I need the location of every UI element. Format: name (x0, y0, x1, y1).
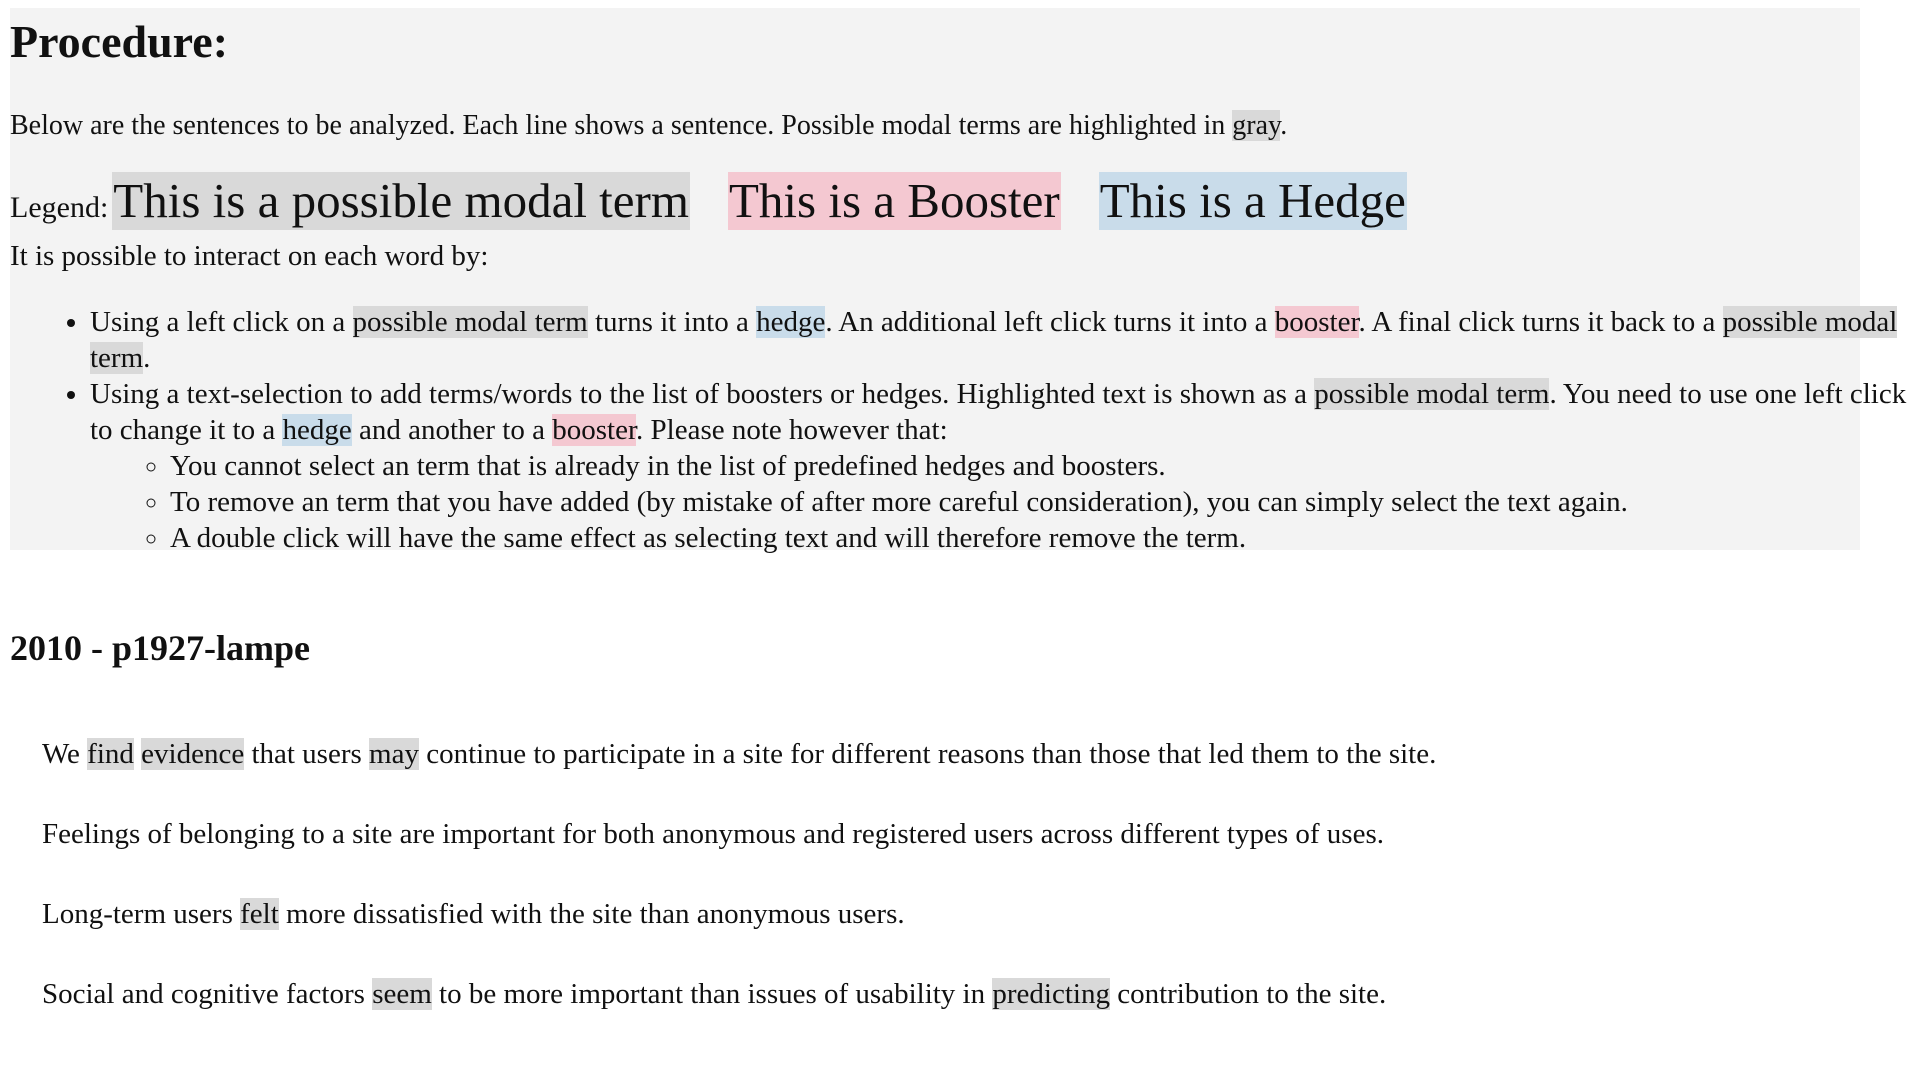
selection-notes (90, 448, 1916, 556)
selection-note: ◦ To remove an term that you have added (by mistake of after more careful consideration), you can simply select the text again. (170, 484, 1916, 520)
selection-note: ◦ A double click will have the same effect as selecting text and will therefore remove the term. (170, 520, 1916, 556)
rule-text: . (143, 342, 151, 374)
legend-label: Legend: (10, 191, 109, 224)
sentence-text[interactable]: continue to participate in a site for different reasons than those that led them to the site. (418, 738, 1437, 770)
intro-text: Below are the sentences to be analyzed. Each line shows a sentence. Possible modal terms are highlighted in (10, 110, 1233, 141)
legend-booster: This is a Booster (728, 173, 1060, 228)
rule-text: turns it into a (587, 306, 757, 338)
selection-note: ◦ You cannot select an term that is already in the list of predefined hedges and boosters. (170, 448, 1916, 484)
sentence[interactable] (42, 813, 1384, 855)
sentence-text[interactable]: Long-term users (42, 898, 241, 930)
booster-example: booster (1274, 306, 1359, 338)
sentence-text[interactable]: contribution to the site. (1109, 978, 1387, 1010)
procedure-intro (10, 106, 1287, 146)
modal-term[interactable]: seem (372, 978, 432, 1010)
modal-term-example: possible modal term (352, 306, 588, 338)
modal-term[interactable]: may (369, 738, 419, 770)
rule-left-click (90, 304, 1930, 376)
gray-highlight-sample: gray (1232, 110, 1281, 141)
hedge-example: hedge (756, 306, 826, 338)
sentence-text[interactable]: Social and cognitive factors (42, 978, 373, 1010)
modal-term-example: possible modal term (1314, 378, 1550, 410)
rule-text: and another to a (351, 414, 553, 446)
sentence[interactable] (42, 733, 1436, 775)
paper-title: 2010 - p1927-lampe (10, 628, 310, 668)
sentence-text[interactable]: more dissatisfied with the site than anonymous users. (278, 898, 905, 930)
sentence-text[interactable]: to be more important than issues of usability in (431, 978, 993, 1010)
modal-term[interactable]: evidence (141, 738, 245, 770)
rule-text: . Please note however that: (636, 414, 948, 446)
sentence-text[interactable]: Feelings of belonging to a site are important for both anonymous and registered users across different types of uses. (42, 818, 1385, 850)
intro-period: . (1280, 110, 1288, 141)
rule-text: . You need to use one left click to change it to a (90, 378, 1907, 446)
rule-text: . An additional left click turns it into a (825, 306, 1275, 338)
legend-hedge: This is a Hedge (1099, 173, 1406, 228)
rule-text: Using a left click on a (90, 306, 353, 338)
sentence[interactable] (42, 893, 905, 935)
sentence-text[interactable]: that users (244, 738, 370, 770)
rule-text-selection (90, 376, 1930, 556)
hedge-example: hedge (282, 414, 352, 446)
sentence[interactable] (42, 973, 1386, 1015)
modal-term-example: possible modal term (90, 306, 1898, 374)
interaction-intro: It is possible to interact on each word by: (10, 240, 489, 272)
rule-text: Using a text-selection to add terms/words to the list of boosters or hedges. Highlighted text is shown as a (90, 378, 1315, 410)
legend (10, 172, 1407, 238)
modal-term[interactable]: felt (240, 898, 279, 930)
rule-text: . A final click turns it back to a (1358, 306, 1723, 338)
procedure-title: Procedure: (10, 16, 229, 67)
modal-term[interactable]: predicting (992, 978, 1110, 1010)
sentence-text[interactable]: We (42, 738, 88, 770)
modal-term[interactable]: find (87, 738, 134, 770)
interaction-rules (10, 304, 1930, 556)
booster-example: booster (552, 414, 637, 446)
legend-modal-term: This is a possible modal term (113, 173, 689, 228)
procedure-panel (10, 8, 1907, 554)
